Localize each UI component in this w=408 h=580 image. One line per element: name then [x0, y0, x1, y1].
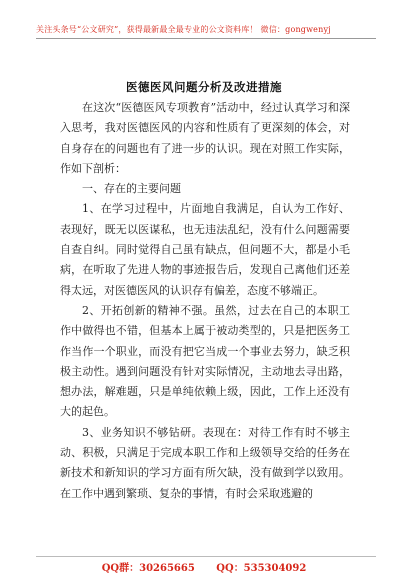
document-body: [60, 98, 350, 504]
paragraph-item-1: 1、在学习过程中，片面地自我满足，自认为工作好、表现好，既无以医谋私，也无违法乱纪，没有什么问题需要自查自纠。同时觉得自己虽有缺点，但问题不大，都是小毛病，在听取了先进人物的事迹报告后，发现自己离他们还差得太远，对医德医风的认识存有偏差，态度不够端正。: [60, 202, 350, 297]
paragraph-item-2: 2、开拓创新的精神不强。虽然，过去在自己的本职工作中做得也不错，但基本上属于被动类型的，只是把医务工作当作一个职业，而没有把它当成一个事业去努力，缺乏积极主动性。遇到问题没有针对实际情况，主动地去寻出路，想办法，解难题，只是单纯依赖上级，因此，工作上还没有大的起色。: [60, 303, 350, 419]
footer-qq-group: QQ群：30265665: [101, 563, 195, 574]
footer-qq: QQ：535304092: [216, 563, 307, 574]
page-footer: [0, 559, 408, 574]
section-heading: 一、存在的主要问题: [82, 182, 181, 196]
header-divider: [36, 38, 376, 39]
page-header: 关注头条号“公文研究”，获得最新最全最专业的公文资料库！ 微信：gongwenyj: [36, 25, 331, 34]
paragraph-item-3: 3、业务知识不够钻研。表现在：对待工作有时不够主动、积极，只满足于完成本职工作和上级领导交给的任务在新技术和新知识的学习方面有所欠缺，没有做到学以致用。在工作中遇到繁琐、复杂的事情，有时会采取逃避的: [60, 425, 350, 500]
paragraph-intro: 在这次“医德医风专项教育”活动中，经过认真学习和深入思考，我对医德医风的内容和性质有了更深刻的体会，对自身存在的问题也有了进一步的认识。现在对照工作实际，作如下剖析：: [60, 101, 350, 175]
document-title: 医德医风问题分析及改进措施: [126, 80, 282, 94]
footer-divider: [36, 556, 376, 557]
